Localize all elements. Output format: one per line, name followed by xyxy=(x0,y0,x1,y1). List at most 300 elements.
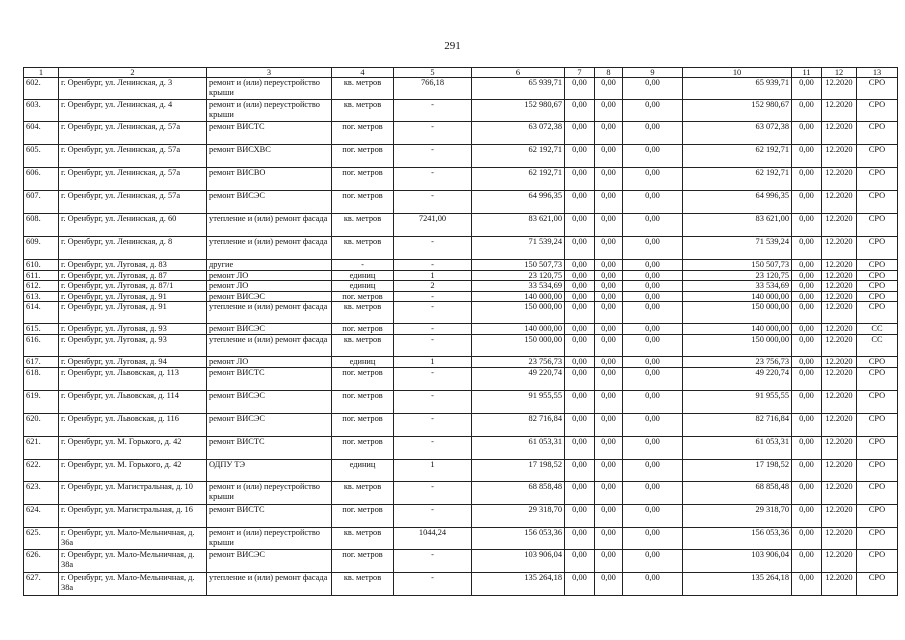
unit-cell: пог. метров xyxy=(332,168,394,191)
address-cell: г. Оренбург, ул. Луговая, д. 87/1 xyxy=(59,281,207,292)
cost-cell: 0,00 xyxy=(623,145,683,168)
work-type-cell: ремонт ВИСХВС xyxy=(207,145,332,168)
work-type-cell: ремонт ВИСТС xyxy=(207,368,332,391)
cost-cell: 0,00 xyxy=(623,214,683,237)
completion-date-cell: 12.2020 xyxy=(822,368,857,391)
cost-cell: 0,00 xyxy=(792,78,822,100)
method-cell: СРО xyxy=(857,270,898,281)
fund-cost-cell: 150 507,73 xyxy=(683,260,792,271)
table-row xyxy=(24,122,898,145)
method-cell: СРО xyxy=(857,281,898,292)
table-row xyxy=(24,550,898,573)
method-cell: СРО xyxy=(857,291,898,302)
cost-cell: 0,00 xyxy=(623,324,683,335)
cost-cell: 0,00 xyxy=(792,291,822,302)
table-body xyxy=(24,68,898,596)
table-row xyxy=(24,260,898,271)
cost-cell: 0,00 xyxy=(595,324,623,335)
row-number: 619. xyxy=(24,391,59,414)
cost-cell: 0,00 xyxy=(792,191,822,214)
completion-date-cell: 12.2020 xyxy=(822,335,857,357)
cost-cell: 0,00 xyxy=(565,291,595,302)
table-row xyxy=(24,281,898,292)
address-cell: г. Оренбург, ул. Луговая, д. 94 xyxy=(59,357,207,368)
row-number: 625. xyxy=(24,528,59,550)
row-number: 620. xyxy=(24,414,59,437)
completion-date-cell: 12.2020 xyxy=(822,260,857,271)
method-cell: СРО xyxy=(857,437,898,460)
table-row xyxy=(24,357,898,368)
row-number: 607. xyxy=(24,191,59,214)
address-cell: г. Оренбург, ул. Луговая, д. 93 xyxy=(59,324,207,335)
work-type-cell: ремонт ВИСЭС xyxy=(207,391,332,414)
unit-cell: кв. метров xyxy=(332,528,394,550)
fund-cost-cell: 62 192,71 xyxy=(683,145,792,168)
completion-date-cell: 12.2020 xyxy=(822,391,857,414)
work-type-cell: утепление и (или) ремонт фасада xyxy=(207,214,332,237)
address-cell: г. Оренбург, ул. Ленинская, д. 57а xyxy=(59,191,207,214)
completion-date-cell: 12.2020 xyxy=(822,357,857,368)
table-row xyxy=(24,145,898,168)
row-number: 624. xyxy=(24,505,59,528)
completion-date-cell: 12.2020 xyxy=(822,324,857,335)
total-cost-cell: 82 716,84 xyxy=(472,414,565,437)
quantity-cell: 766,18 xyxy=(394,78,472,100)
total-cost-cell: 68 858,48 xyxy=(472,482,565,505)
quantity-cell: - xyxy=(394,573,472,596)
address-cell: г. Оренбург, ул. Мало-Мельничная, д. 38а xyxy=(59,573,207,596)
work-type-cell: ремонт и (или) переустройство крыши xyxy=(207,78,332,100)
cost-cell: 0,00 xyxy=(565,482,595,505)
cost-cell: 0,00 xyxy=(792,302,822,324)
completion-date-cell: 12.2020 xyxy=(822,78,857,100)
cost-cell: 0,00 xyxy=(565,391,595,414)
cost-cell: 0,00 xyxy=(623,414,683,437)
quantity-cell: 1 xyxy=(394,460,472,482)
unit-cell: пог. метров xyxy=(332,505,394,528)
cost-cell: 0,00 xyxy=(565,100,595,122)
method-cell: СРО xyxy=(857,528,898,550)
column-header: 11 xyxy=(792,68,822,78)
column-header: 5 xyxy=(394,68,472,78)
cost-cell: 0,00 xyxy=(595,414,623,437)
row-number: 602. xyxy=(24,78,59,100)
unit-cell: кв. метров xyxy=(332,214,394,237)
cost-cell: 0,00 xyxy=(623,270,683,281)
cost-cell: 0,00 xyxy=(792,368,822,391)
cost-cell: 0,00 xyxy=(623,460,683,482)
fund-cost-cell: 62 192,71 xyxy=(683,168,792,191)
cost-cell: 0,00 xyxy=(565,270,595,281)
unit-cell: пог. метров xyxy=(332,414,394,437)
method-cell: СРО xyxy=(857,145,898,168)
fund-cost-cell: 150 000,00 xyxy=(683,335,792,357)
work-type-cell: ремонт ЛО xyxy=(207,357,332,368)
cost-cell: 0,00 xyxy=(792,281,822,292)
completion-date-cell: 12.2020 xyxy=(822,482,857,505)
work-type-cell: ремонт ВИСЭС xyxy=(207,291,332,302)
cost-cell: 0,00 xyxy=(565,260,595,271)
work-type-cell: ремонт и (или) переустройство крыши xyxy=(207,482,332,505)
cost-cell: 0,00 xyxy=(623,528,683,550)
work-type-cell: ремонт ВИСТС xyxy=(207,505,332,528)
quantity-cell: - xyxy=(394,335,472,357)
quantity-cell: - xyxy=(394,291,472,302)
table-row xyxy=(24,505,898,528)
cost-cell: 0,00 xyxy=(565,214,595,237)
quantity-cell: 1 xyxy=(394,357,472,368)
quantity-cell: - xyxy=(394,237,472,260)
cost-cell: 0,00 xyxy=(595,214,623,237)
quantity-cell: - xyxy=(394,414,472,437)
completion-date-cell: 12.2020 xyxy=(822,191,857,214)
row-number: 603. xyxy=(24,100,59,122)
row-number: 613. xyxy=(24,291,59,302)
method-cell: СРО xyxy=(857,482,898,505)
method-cell: СРО xyxy=(857,391,898,414)
cost-cell: 0,00 xyxy=(623,368,683,391)
address-cell: г. Оренбург, ул. Ленинская, д. 4 xyxy=(59,100,207,122)
cost-cell: 0,00 xyxy=(565,505,595,528)
quantity-cell: 7241,00 xyxy=(394,214,472,237)
method-cell: СС xyxy=(857,335,898,357)
cost-cell: 0,00 xyxy=(595,78,623,100)
cost-cell: 0,00 xyxy=(595,357,623,368)
fund-cost-cell: 17 198,52 xyxy=(683,460,792,482)
table-row xyxy=(24,191,898,214)
cost-cell: 0,00 xyxy=(595,100,623,122)
cost-cell: 0,00 xyxy=(792,100,822,122)
cost-cell: 0,00 xyxy=(792,324,822,335)
work-type-cell: утепление и (или) ремонт фасада xyxy=(207,237,332,260)
address-cell: г. Оренбург, ул. Мало-Мельничная, д. 38а xyxy=(59,550,207,573)
fund-cost-cell: 63 072,38 xyxy=(683,122,792,145)
column-header: 10 xyxy=(683,68,792,78)
work-type-cell: ремонт ВИСЭС xyxy=(207,550,332,573)
table-row xyxy=(24,335,898,357)
cost-cell: 0,00 xyxy=(565,78,595,100)
address-cell: г. Оренбург, ул. Магистральная, д. 16 xyxy=(59,505,207,528)
cost-cell: 0,00 xyxy=(595,482,623,505)
completion-date-cell: 12.2020 xyxy=(822,145,857,168)
work-type-cell: утепление и (или) ремонт фасада xyxy=(207,573,332,596)
quantity-cell: 1044,24 xyxy=(394,528,472,550)
address-cell: г. Оренбург, ул. Ленинская, д. 3 xyxy=(59,78,207,100)
fund-cost-cell: 150 000,00 xyxy=(683,302,792,324)
unit-cell: - xyxy=(332,260,394,271)
cost-cell: 0,00 xyxy=(792,573,822,596)
method-cell: СРО xyxy=(857,573,898,596)
cost-cell: 0,00 xyxy=(595,437,623,460)
fund-cost-cell: 64 996,35 xyxy=(683,191,792,214)
capital-repair-table xyxy=(23,67,898,596)
cost-cell: 0,00 xyxy=(565,357,595,368)
unit-cell: пог. метров xyxy=(332,145,394,168)
cost-cell: 0,00 xyxy=(565,368,595,391)
address-cell: г. Оренбург, ул. Ленинская, д. 60 xyxy=(59,214,207,237)
column-header: 2 xyxy=(59,68,207,78)
address-cell: г. Оренбург, ул. Луговая, д. 91 xyxy=(59,302,207,324)
method-cell: СРО xyxy=(857,357,898,368)
quantity-cell: - xyxy=(394,324,472,335)
cost-cell: 0,00 xyxy=(595,281,623,292)
fund-cost-cell: 91 955,55 xyxy=(683,391,792,414)
unit-cell: пог. метров xyxy=(332,291,394,302)
address-cell: г. Оренбург, ул. Ленинская, д. 57а xyxy=(59,145,207,168)
method-cell: СРО xyxy=(857,214,898,237)
table-row xyxy=(24,100,898,122)
total-cost-cell: 152 980,67 xyxy=(472,100,565,122)
unit-cell: кв. метров xyxy=(332,302,394,324)
work-type-cell: ремонт ВИСТС xyxy=(207,122,332,145)
cost-cell: 0,00 xyxy=(565,460,595,482)
fund-cost-cell: 33 534,69 xyxy=(683,281,792,292)
unit-cell: пог. метров xyxy=(332,324,394,335)
cost-cell: 0,00 xyxy=(595,573,623,596)
total-cost-cell: 61 053,31 xyxy=(472,437,565,460)
work-type-cell: утепление и (или) ремонт фасада xyxy=(207,302,332,324)
cost-cell: 0,00 xyxy=(565,437,595,460)
row-number: 605. xyxy=(24,145,59,168)
total-cost-cell: 150 000,00 xyxy=(472,335,565,357)
quantity-cell: - xyxy=(394,391,472,414)
completion-date-cell: 12.2020 xyxy=(822,528,857,550)
completion-date-cell: 12.2020 xyxy=(822,270,857,281)
cost-cell: 0,00 xyxy=(623,505,683,528)
method-cell: СРО xyxy=(857,100,898,122)
completion-date-cell: 12.2020 xyxy=(822,214,857,237)
row-number: 617. xyxy=(24,357,59,368)
cost-cell: 0,00 xyxy=(565,335,595,357)
cost-cell: 0,00 xyxy=(623,550,683,573)
cost-cell: 0,00 xyxy=(623,237,683,260)
completion-date-cell: 12.2020 xyxy=(822,437,857,460)
unit-cell: кв. метров xyxy=(332,237,394,260)
total-cost-cell: 64 996,35 xyxy=(472,191,565,214)
total-cost-cell: 23 756,73 xyxy=(472,357,565,368)
completion-date-cell: 12.2020 xyxy=(822,100,857,122)
table-row xyxy=(24,214,898,237)
method-cell: СРО xyxy=(857,414,898,437)
completion-date-cell: 12.2020 xyxy=(822,237,857,260)
unit-cell: кв. метров xyxy=(332,335,394,357)
table-row xyxy=(24,324,898,335)
cost-cell: 0,00 xyxy=(623,281,683,292)
method-cell: СРО xyxy=(857,168,898,191)
unit-cell: единиц xyxy=(332,460,394,482)
table-row xyxy=(24,391,898,414)
cost-cell: 0,00 xyxy=(565,168,595,191)
quantity-cell: - xyxy=(394,505,472,528)
method-cell: СРО xyxy=(857,237,898,260)
completion-date-cell: 12.2020 xyxy=(822,168,857,191)
total-cost-cell: 83 621,00 xyxy=(472,214,565,237)
work-type-cell: другие xyxy=(207,260,332,271)
cost-cell: 0,00 xyxy=(565,281,595,292)
quantity-cell: - xyxy=(394,168,472,191)
quantity-cell: - xyxy=(394,191,472,214)
unit-cell: пог. метров xyxy=(332,391,394,414)
method-cell: СРО xyxy=(857,78,898,100)
unit-cell: пог. метров xyxy=(332,437,394,460)
completion-date-cell: 12.2020 xyxy=(822,302,857,324)
total-cost-cell: 17 198,52 xyxy=(472,460,565,482)
cost-cell: 0,00 xyxy=(595,237,623,260)
quantity-cell: 1 xyxy=(394,270,472,281)
work-type-cell: утепление и (или) ремонт фасада xyxy=(207,335,332,357)
row-number: 615. xyxy=(24,324,59,335)
cost-cell: 0,00 xyxy=(623,291,683,302)
completion-date-cell: 12.2020 xyxy=(822,122,857,145)
cost-cell: 0,00 xyxy=(792,414,822,437)
table-row xyxy=(24,168,898,191)
address-cell: г. Оренбург, ул. Львовская, д. 113 xyxy=(59,368,207,391)
fund-cost-cell: 23 120,75 xyxy=(683,270,792,281)
method-cell: СРО xyxy=(857,460,898,482)
completion-date-cell: 12.2020 xyxy=(822,460,857,482)
unit-cell: кв. метров xyxy=(332,100,394,122)
address-cell: г. Оренбург, ул. Луговая, д. 83 xyxy=(59,260,207,271)
column-number-row xyxy=(24,68,898,78)
table-row xyxy=(24,573,898,596)
total-cost-cell: 135 264,18 xyxy=(472,573,565,596)
table-row xyxy=(24,437,898,460)
method-cell: СРО xyxy=(857,302,898,324)
cost-cell: 0,00 xyxy=(595,260,623,271)
unit-cell: единиц xyxy=(332,281,394,292)
address-cell: г. Оренбург, ул. Львовская, д. 114 xyxy=(59,391,207,414)
cost-cell: 0,00 xyxy=(595,291,623,302)
total-cost-cell: 65 939,71 xyxy=(472,78,565,100)
table-row xyxy=(24,368,898,391)
cost-cell: 0,00 xyxy=(623,168,683,191)
column-header: 6 xyxy=(472,68,565,78)
cost-cell: 0,00 xyxy=(565,573,595,596)
method-cell: СРО xyxy=(857,191,898,214)
cost-cell: 0,00 xyxy=(623,78,683,100)
quantity-cell: - xyxy=(394,368,472,391)
table-row xyxy=(24,78,898,100)
cost-cell: 0,00 xyxy=(565,550,595,573)
total-cost-cell: 23 120,75 xyxy=(472,270,565,281)
cost-cell: 0,00 xyxy=(565,324,595,335)
unit-cell: единиц xyxy=(332,270,394,281)
work-type-cell: ремонт ЛО xyxy=(207,270,332,281)
method-cell: СС xyxy=(857,324,898,335)
total-cost-cell: 103 906,04 xyxy=(472,550,565,573)
fund-cost-cell: 103 906,04 xyxy=(683,550,792,573)
method-cell: СРО xyxy=(857,550,898,573)
cost-cell: 0,00 xyxy=(565,414,595,437)
address-cell: г. Оренбург, ул. Луговая, д. 91 xyxy=(59,291,207,302)
column-header: 4 xyxy=(332,68,394,78)
row-number: 622. xyxy=(24,460,59,482)
row-number: 618. xyxy=(24,368,59,391)
column-header: 13 xyxy=(857,68,898,78)
cost-cell: 0,00 xyxy=(792,260,822,271)
cost-cell: 0,00 xyxy=(623,100,683,122)
method-cell: СРО xyxy=(857,260,898,271)
unit-cell: кв. метров xyxy=(332,78,394,100)
table-row xyxy=(24,302,898,324)
fund-cost-cell: 68 858,48 xyxy=(683,482,792,505)
total-cost-cell: 140 000,00 xyxy=(472,324,565,335)
quantity-cell: - xyxy=(394,437,472,460)
cost-cell: 0,00 xyxy=(565,237,595,260)
row-number: 610. xyxy=(24,260,59,271)
address-cell: г. Оренбург, ул. Львовская, д. 116 xyxy=(59,414,207,437)
fund-cost-cell: 156 053,36 xyxy=(683,528,792,550)
work-type-cell: ремонт ВИСВО xyxy=(207,168,332,191)
cost-cell: 0,00 xyxy=(623,302,683,324)
work-type-cell: ремонт ЛО xyxy=(207,281,332,292)
cost-cell: 0,00 xyxy=(792,122,822,145)
row-number: 627. xyxy=(24,573,59,596)
cost-cell: 0,00 xyxy=(565,302,595,324)
cost-cell: 0,00 xyxy=(595,391,623,414)
unit-cell: единиц xyxy=(332,357,394,368)
cost-cell: 0,00 xyxy=(792,550,822,573)
total-cost-cell: 29 318,70 xyxy=(472,505,565,528)
row-number: 606. xyxy=(24,168,59,191)
cost-cell: 0,00 xyxy=(792,168,822,191)
cost-cell: 0,00 xyxy=(792,391,822,414)
cost-cell: 0,00 xyxy=(595,191,623,214)
cost-cell: 0,00 xyxy=(595,145,623,168)
cost-cell: 0,00 xyxy=(565,528,595,550)
fund-cost-cell: 135 264,18 xyxy=(683,573,792,596)
quantity-cell: - xyxy=(394,260,472,271)
total-cost-cell: 62 192,71 xyxy=(472,145,565,168)
row-number: 614. xyxy=(24,302,59,324)
table-row xyxy=(24,482,898,505)
cost-cell: 0,00 xyxy=(595,505,623,528)
completion-date-cell: 12.2020 xyxy=(822,281,857,292)
cost-cell: 0,00 xyxy=(595,168,623,191)
table-row xyxy=(24,414,898,437)
row-number: 609. xyxy=(24,237,59,260)
column-header: 1 xyxy=(24,68,59,78)
cost-cell: 0,00 xyxy=(623,391,683,414)
total-cost-cell: 156 053,36 xyxy=(472,528,565,550)
quantity-cell: - xyxy=(394,100,472,122)
completion-date-cell: 12.2020 xyxy=(822,505,857,528)
work-type-cell: ремонт ВИСТС xyxy=(207,437,332,460)
address-cell: г. Оренбург, ул. М. Горького, д. 42 xyxy=(59,460,207,482)
quantity-cell: - xyxy=(394,145,472,168)
row-number: 604. xyxy=(24,122,59,145)
cost-cell: 0,00 xyxy=(792,335,822,357)
column-header: 8 xyxy=(595,68,623,78)
address-cell: г. Оренбург, ул. Магистральная, д. 10 xyxy=(59,482,207,505)
quantity-cell: - xyxy=(394,302,472,324)
method-cell: СРО xyxy=(857,122,898,145)
cost-cell: 0,00 xyxy=(792,237,822,260)
fund-cost-cell: 82 716,84 xyxy=(683,414,792,437)
cost-cell: 0,00 xyxy=(792,357,822,368)
fund-cost-cell: 152 980,67 xyxy=(683,100,792,122)
address-cell: г. Оренбург, ул. М. Горького, д. 42 xyxy=(59,437,207,460)
address-cell: г. Оренбург, ул. Ленинская, д. 57а xyxy=(59,122,207,145)
row-number: 623. xyxy=(24,482,59,505)
address-cell: г. Оренбург, ул. Луговая, д. 93 xyxy=(59,335,207,357)
cost-cell: 0,00 xyxy=(792,482,822,505)
cost-cell: 0,00 xyxy=(623,260,683,271)
unit-cell: кв. метров xyxy=(332,573,394,596)
total-cost-cell: 91 955,55 xyxy=(472,391,565,414)
cost-cell: 0,00 xyxy=(792,437,822,460)
row-number: 616. xyxy=(24,335,59,357)
